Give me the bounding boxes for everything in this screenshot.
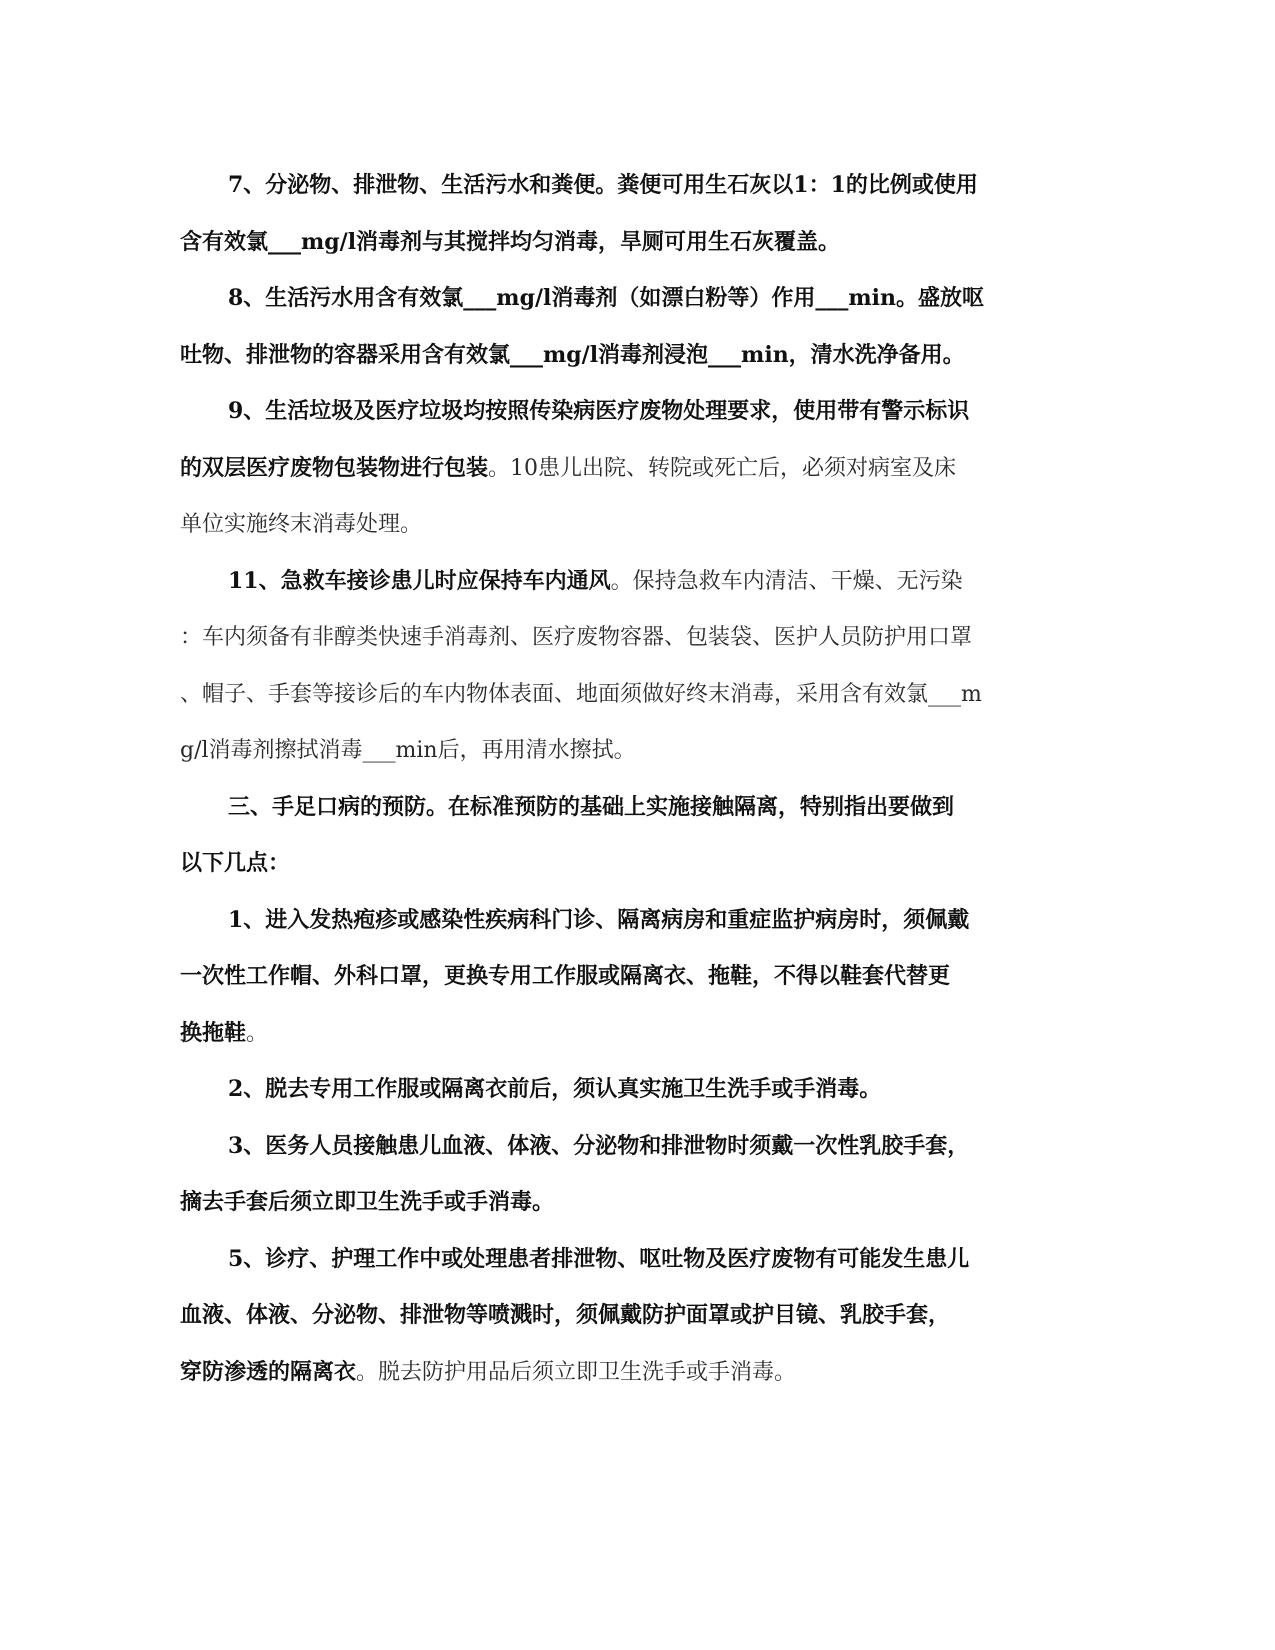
text-line	[180, 453, 956, 484]
text-line	[180, 509, 422, 540]
text-line	[228, 566, 963, 597]
text-line	[228, 396, 969, 427]
bold-text: 1、进入发热疱疹或感染性疾病科门诊、隔离病房和重症监护病房时，须佩戴	[228, 907, 970, 933]
bold-text: 以下几点：	[180, 850, 291, 876]
regular-text: 、帽子、手套等接诊后的车内物体表面、地面须做好终末消毒，采用含有效氯___m	[180, 682, 982, 707]
text-line	[228, 1244, 969, 1275]
text-line	[180, 227, 840, 258]
bold-text: 7、分泌物、排泄物、生活污水和粪便。粪便可用生石灰以1：1的比例或使用	[228, 172, 978, 198]
text-line	[228, 1131, 969, 1162]
text-line	[180, 1018, 268, 1049]
bold-text: 8、生活污水用含有效氯___mg/l消毒剂（如漂白粉等）作用___min。盛放呕	[228, 285, 984, 311]
bold-text: 血液、体液、分泌物、排泄物等喷溅时，须佩戴防护面罩或护目镜、乳胶手套，	[180, 1302, 951, 1328]
regular-text: 。	[246, 1021, 269, 1046]
text-line	[228, 792, 954, 823]
bold-text: 的双层医疗废物包装物进行包装	[180, 455, 489, 481]
regular-text: 。10患儿出院、转院或死亡后，必须对病室及床	[488, 456, 957, 481]
bold-text: 2、脱去专用工作服或隔离衣前后，须认真实施卫生洗手或手消毒。	[228, 1076, 882, 1102]
text-line	[228, 170, 978, 201]
bold-text: 9、生活垃圾及医疗垃圾均按照传染病医疗废物处理要求，使用带有警示标识	[228, 398, 970, 424]
regular-text: ：车内须备有非醇类快速手消毒剂、医疗废物容器、包装袋、医护人员防护用口罩	[180, 625, 973, 650]
bold-text: 吐物、排泄物的容器采用含有效氯___mg/l消毒剂浸泡___min，清水洗净备用。	[180, 342, 965, 368]
regular-text: g/l消毒剂擦拭消毒___min后，再用清水擦拭。	[180, 738, 636, 763]
text-line	[228, 283, 984, 314]
text-line	[228, 1074, 881, 1105]
text-line	[180, 340, 965, 371]
text-line	[180, 1300, 950, 1331]
text-line	[180, 848, 290, 879]
text-line	[180, 1357, 796, 1388]
regular-text: 单位实施终末消毒处理。	[180, 512, 423, 537]
text-line	[180, 1187, 554, 1218]
bold-text: 换拖鞋	[180, 1020, 247, 1046]
bold-text: 一次性工作帽、外科口罩，更换专用工作服或隔离衣、拖鞋，不得以鞋套代替更	[180, 963, 951, 989]
text-line	[180, 735, 636, 766]
bold-text: 含有效氯___mg/l消毒剂与其搅拌均匀消毒，旱厕可用生石灰覆盖。	[180, 229, 841, 255]
bold-text: 11、急救车接诊患儿时应保持车内通风	[228, 568, 611, 594]
text-line	[228, 905, 969, 936]
bold-text: 3、医务人员接触患儿血液、体液、分泌物和排泄物时须戴一次性乳胶手套，	[228, 1133, 970, 1159]
text-line	[180, 679, 982, 710]
bold-text: 5、诊疗、护理工作中或处理患者排泄物、呕吐物及医疗废物有可能发生患儿	[228, 1246, 970, 1272]
regular-text: 。保持急救车内清洁、干燥、无污染	[610, 569, 963, 594]
text-line	[180, 622, 972, 653]
bold-text: 摘去手套后须立即卫生洗手或手消毒。	[180, 1189, 555, 1215]
bold-text: 三、手足口病的预防。在标准预防的基础上实施接触隔离，特别指出要做到	[228, 794, 955, 820]
bold-text: 穿防渗透的隔离衣	[180, 1359, 357, 1385]
text-line	[180, 961, 950, 992]
regular-text: 。脱去防护用品后须立即卫生洗手或手消毒。	[356, 1360, 797, 1385]
